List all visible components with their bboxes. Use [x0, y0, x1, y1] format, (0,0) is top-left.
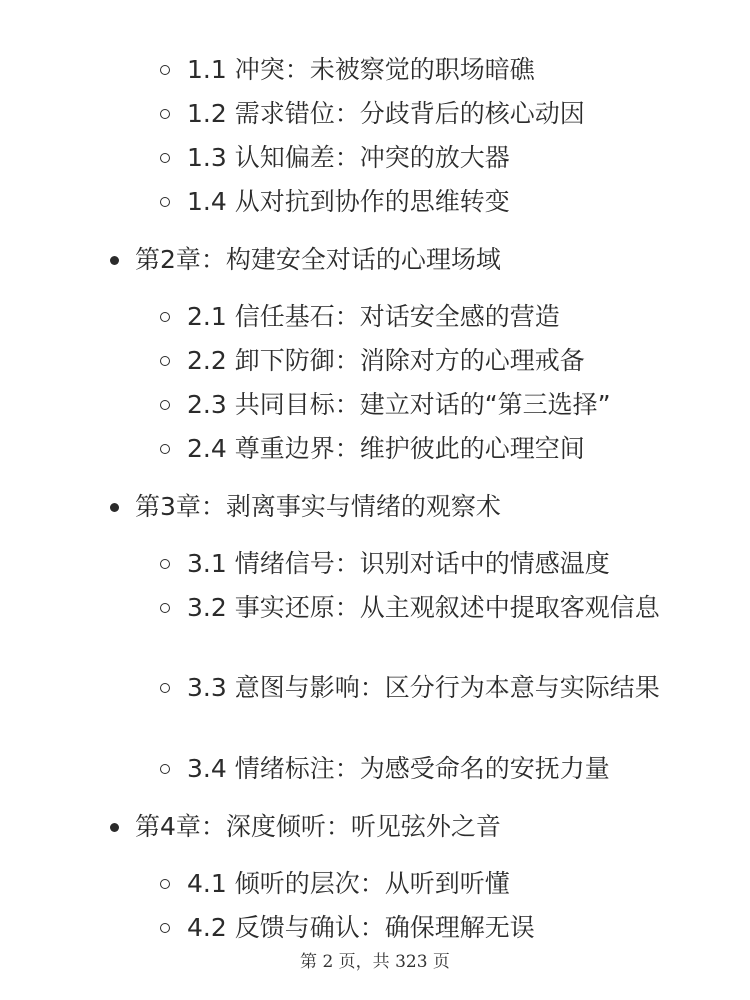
hollow-bullet-icon	[160, 879, 170, 889]
hollow-bullet-icon	[160, 356, 170, 366]
toc-section-title: 3.1 情绪信号：识别对话中的情感温度	[187, 549, 610, 578]
filled-bullet-icon	[110, 823, 119, 832]
hollow-bullet-icon	[160, 603, 170, 613]
toc-section-title: 1.2 需求错位：分歧背后的核心动因	[187, 99, 585, 128]
toc-section-title: 2.1 信任基石：对话安全感的营造	[187, 302, 560, 331]
toc-section-4-2[interactable]	[160, 910, 670, 946]
toc-section-1-4[interactable]	[160, 184, 670, 220]
toc-chapter-2[interactable]	[110, 242, 670, 278]
toc-section-title: 3.2 事实还原：从主观叙述中提取客观信息	[187, 593, 660, 622]
toc-section-2-4[interactable]	[160, 431, 670, 467]
hollow-bullet-icon	[160, 400, 170, 410]
hollow-bullet-icon	[160, 923, 170, 933]
toc-chapter-title: 第2章：构建安全对话的心理场域	[135, 245, 501, 274]
toc-chapter-title: 第4章：深度倾听：听见弦外之音	[135, 812, 501, 841]
filled-bullet-icon	[110, 503, 119, 512]
toc-section-1-3[interactable]	[160, 140, 670, 176]
hollow-bullet-icon	[160, 312, 170, 322]
toc-section-3-1[interactable]	[160, 546, 670, 582]
hollow-bullet-icon	[160, 65, 170, 75]
toc-section-2-3[interactable]	[160, 387, 670, 423]
toc-section-title: 1.4 从对抗到协作的思维转变	[187, 187, 510, 216]
hollow-bullet-icon	[160, 559, 170, 569]
toc-chapter-3[interactable]	[110, 489, 670, 525]
toc-section-title: 4.1 倾听的层次：从听到听懂	[187, 869, 510, 898]
filled-bullet-icon	[110, 256, 119, 265]
toc-section-2-2[interactable]	[160, 343, 670, 379]
toc-section-title: 2.2 卸下防御：消除对方的心理戒备	[187, 346, 585, 375]
hollow-bullet-icon	[160, 444, 170, 454]
toc-section-4-1[interactable]	[160, 866, 670, 902]
toc-section-title: 1.3 认知偏差：冲突的放大器	[187, 143, 510, 172]
page-number-footer: 第 2 页，共 323 页	[300, 952, 450, 972]
hollow-bullet-icon	[160, 683, 170, 693]
toc-chapter-title: 第3章：剥离事实与情绪的观察术	[135, 492, 501, 521]
hollow-bullet-icon	[160, 109, 170, 119]
toc-section-title: 1.1 冲突：未被察觉的职场暗礁	[187, 55, 535, 84]
toc-section-1-2[interactable]	[160, 96, 670, 132]
toc-section-1-1[interactable]	[160, 52, 670, 88]
toc-section-title: 2.4 尊重边界：维护彼此的心理空间	[187, 434, 585, 463]
toc-section-title: 3.3 意图与影响：区分行为本意与实际结果	[187, 673, 660, 702]
toc-section-3-2[interactable]	[160, 590, 670, 626]
hollow-bullet-icon	[160, 764, 170, 774]
toc-chapter-4[interactable]	[110, 809, 670, 845]
hollow-bullet-icon	[160, 197, 170, 207]
toc-section-title: 2.3 共同目标：建立对话的“第三选择”	[187, 390, 611, 419]
toc-section-3-3[interactable]	[160, 670, 670, 706]
toc-section-3-4[interactable]	[160, 751, 670, 787]
hollow-bullet-icon	[160, 153, 170, 163]
toc-section-2-1[interactable]	[160, 299, 670, 335]
toc-section-title: 4.2 反馈与确认：确保理解无误	[187, 913, 535, 942]
toc-section-title: 3.4 情绪标注：为感受命名的安抚力量	[187, 754, 610, 783]
